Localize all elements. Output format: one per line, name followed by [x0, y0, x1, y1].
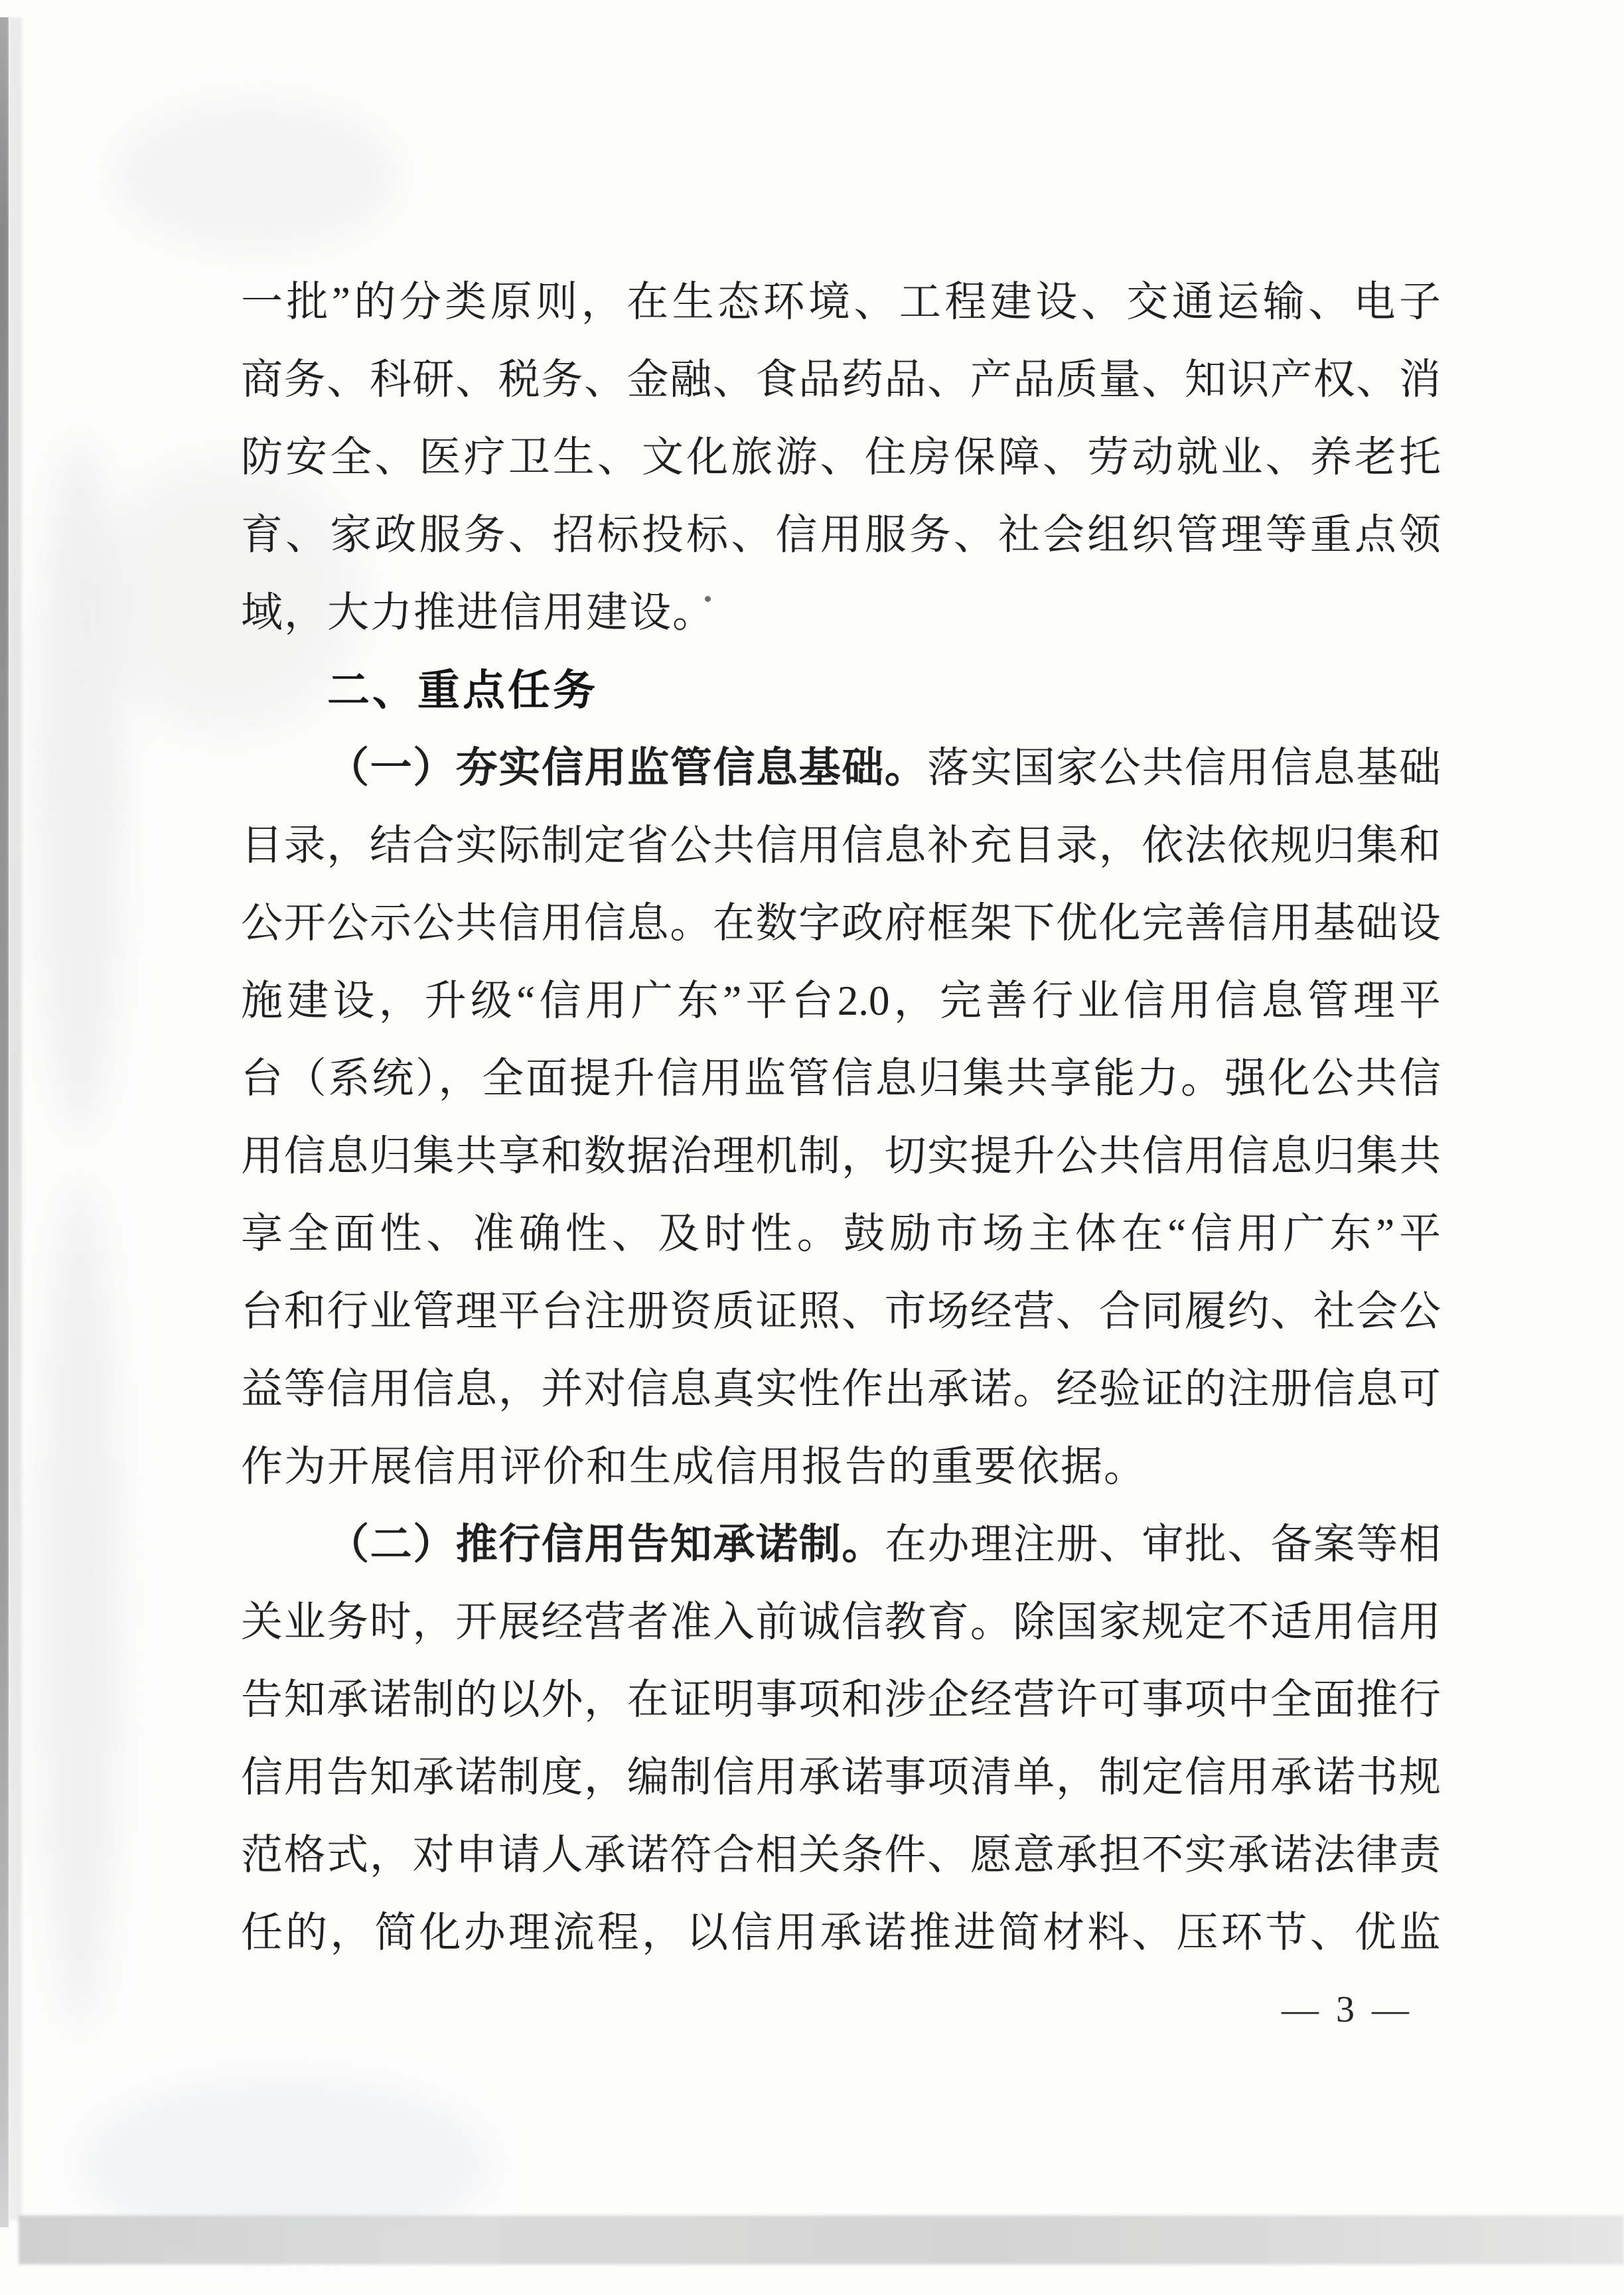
text-segment: 关业务时，开展经营者准入前诚信教育。除国家规定不适用信用	[241, 1599, 1441, 1645]
section-heading	[241, 652, 1441, 729]
text-line	[241, 1506, 1441, 1584]
text-line	[241, 574, 1441, 652]
text-line	[241, 1428, 1441, 1506]
text-line	[241, 263, 1441, 341]
scan-edge-shadow-dark	[0, 17, 9, 2227]
text-segment: 域，大力推进信用建设。	[241, 589, 715, 636]
text-segment: 益等信用信息，并对信息真实性作出承诺。经验证的注册信息可	[241, 1366, 1441, 1412]
text-segment: （一）夯实信用监管信息基础。	[327, 745, 928, 791]
text-segment: 施建设，升级“信用广东”平台2.0，完善行业信用信息管理平	[241, 978, 1441, 1024]
text-segment: 信用告知承诺制度，编制信用承诺事项清单，制定信用承诺书规	[241, 1754, 1441, 1801]
scan-bottom-band	[19, 2215, 1624, 2264]
text-segment: （二）推行信用告知承诺制。	[327, 1521, 885, 1568]
document-body	[241, 263, 1441, 1972]
text-line	[241, 885, 1441, 962]
text-line	[241, 962, 1441, 1040]
text-segment: 任的，简化办理流程，以信用承诺推进简材料、压环节、优监	[241, 1909, 1441, 1956]
scan-smudge	[40, 1181, 119, 2031]
text-segment: 用信息归集共享和数据治理机制，切实提升公共信用信息归集共	[241, 1133, 1441, 1179]
text-line	[241, 1273, 1441, 1351]
text-line	[241, 729, 1441, 807]
text-line	[241, 1195, 1441, 1273]
scan-smudge	[113, 100, 398, 252]
text-segment: 告知承诺制的以外，在证明事项和涉企经营许可事项中全面推行	[241, 1676, 1441, 1723]
text-line	[241, 1739, 1441, 1816]
text-segment: 公开公示公共信用信息。在数字政府框架下优化完善信用基础设	[241, 900, 1441, 946]
text-line	[241, 1816, 1441, 1894]
text-line	[241, 1584, 1441, 1661]
page-number: — 3 —	[1282, 1989, 1413, 2030]
text-segment: 在办理注册、审批、备案等相	[884, 1521, 1441, 1568]
text-segment: 落实国家公共信用信息基础	[927, 745, 1441, 791]
text-line	[241, 419, 1441, 496]
text-segment: 范格式，对申请人承诺符合相关条件、愿意承担不实承诺法律责	[241, 1832, 1441, 1878]
text-segment: 台（系统），全面提升信用监管信息归集共享能力。强化公共信	[241, 1055, 1441, 1102]
text-line	[241, 1118, 1441, 1195]
text-line	[241, 1351, 1441, 1428]
text-segment: 作为开展信用评价和生成信用报告的重要依据。	[241, 1444, 1147, 1490]
text-segment: 台和行业管理平台注册资质证照、市场经营、合同履约、社会公	[241, 1288, 1441, 1335]
text-line	[241, 1040, 1441, 1118]
text-line	[241, 1661, 1441, 1739]
text-segment: 育、家政服务、招标投标、信用服务、社会组织管理等重点领	[241, 512, 1441, 558]
text-segment: 一批”的分类原则，在生态环境、工程建设、交通运输、电子	[241, 279, 1441, 325]
text-segment: 防安全、医疗卫生、文化旅游、住房保障、劳动就业、养老托	[241, 434, 1441, 481]
scan-edge-shadow-light	[9, 17, 22, 2221]
text-segment: 享全面性、准确性、及时性。鼓励市场主体在“信用广东”平	[241, 1211, 1441, 1257]
text-line	[241, 496, 1441, 574]
text-line	[241, 1894, 1441, 1972]
text-line	[241, 807, 1441, 885]
text-line	[241, 341, 1441, 419]
text-segment: 商务、科研、税务、金融、食品药品、产品质量、知识产权、消	[241, 356, 1441, 403]
text-segment: 二、重点任务	[327, 666, 598, 714]
text-segment: 目录，结合实际制定省公共信用信息补充目录，依法依规归集和	[241, 822, 1441, 869]
